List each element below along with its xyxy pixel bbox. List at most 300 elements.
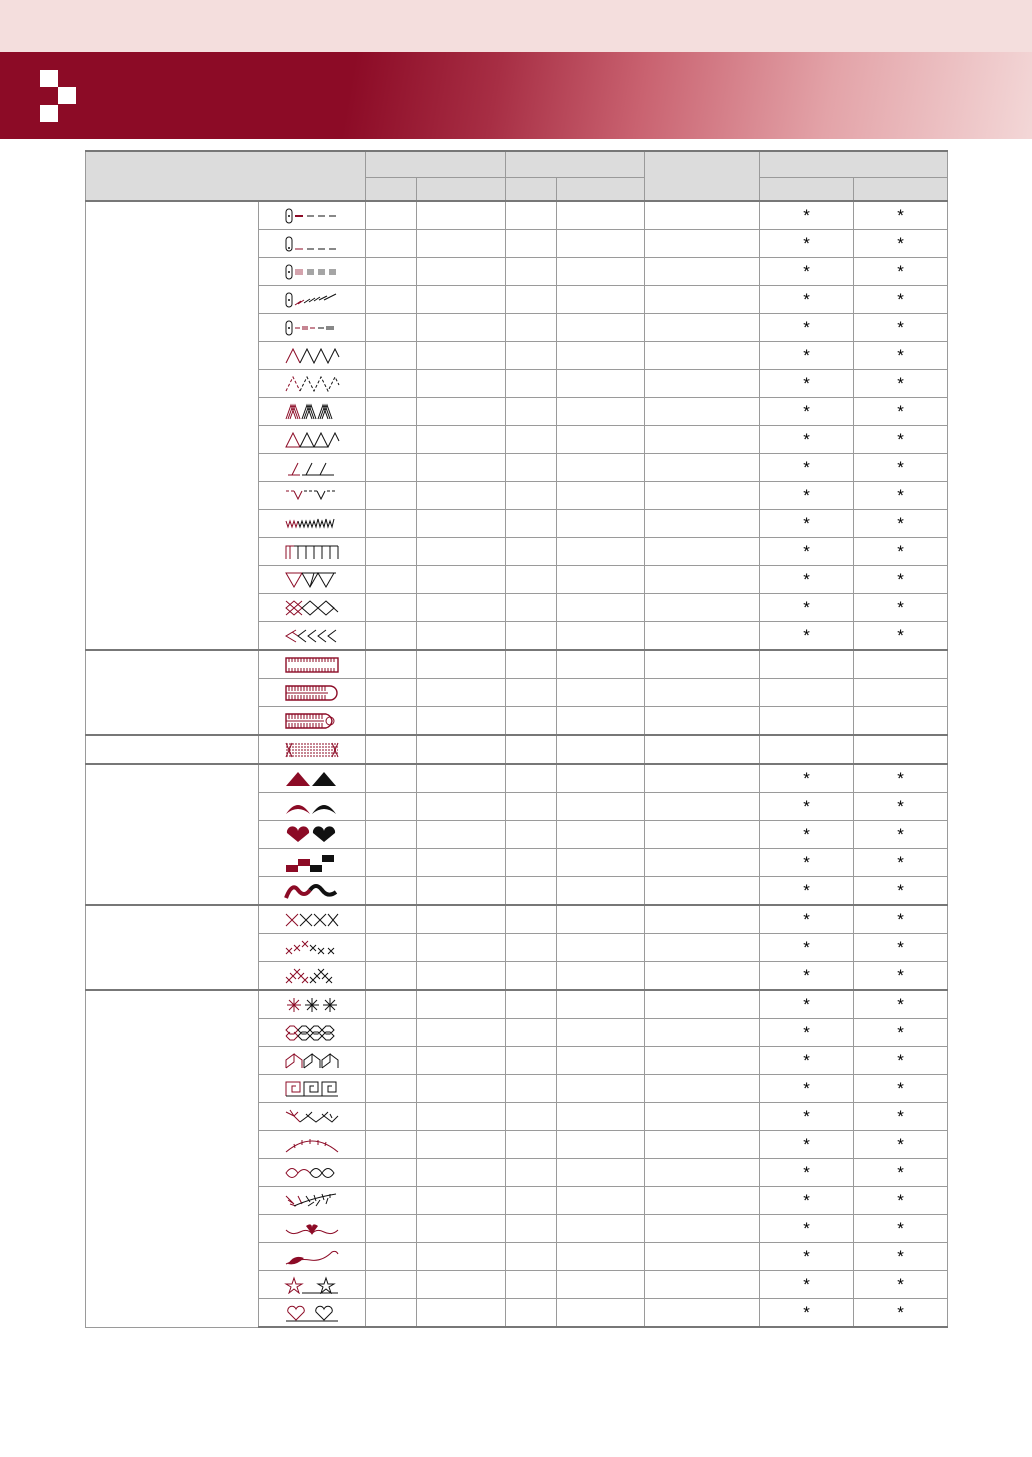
availability-mark: * [760, 201, 854, 230]
empty-cell [506, 258, 557, 286]
shell-tuck-stitch-icon [259, 510, 366, 538]
empty-cell [645, 1075, 760, 1103]
table-row [86, 990, 948, 1019]
empty-cell [417, 962, 506, 991]
availability-mark: * [760, 314, 854, 342]
empty-cell [506, 905, 557, 934]
empty-cell [645, 849, 760, 877]
availability-mark [854, 679, 948, 707]
availability-mark: * [760, 764, 854, 793]
availability-mark: * [760, 342, 854, 370]
availability-mark: * [760, 370, 854, 398]
empty-cell [366, 962, 417, 991]
availability-mark: * [854, 905, 948, 934]
empty-cell [506, 735, 557, 764]
availability-mark: * [760, 1159, 854, 1187]
empty-cell [506, 1271, 557, 1299]
empty-cell [366, 1243, 417, 1271]
empty-cell [417, 342, 506, 370]
availability-mark: * [760, 962, 854, 991]
empty-cell [366, 821, 417, 849]
empty-cell [557, 1159, 645, 1187]
availability-mark: * [760, 1243, 854, 1271]
empty-cell [417, 510, 506, 538]
availability-mark: * [854, 1299, 948, 1328]
empty-cell [366, 342, 417, 370]
availability-mark: * [760, 793, 854, 821]
empty-cell [645, 482, 760, 510]
empty-cell [417, 1299, 506, 1328]
availability-mark: * [854, 538, 948, 566]
greek-key-stitch-icon [259, 1075, 366, 1103]
availability-mark: * [854, 1075, 948, 1103]
empty-cell [557, 454, 645, 482]
empty-cell [506, 1299, 557, 1328]
empty-cell [557, 398, 645, 426]
triangle-overlock-stitch-icon [259, 566, 366, 594]
empty-cell [645, 398, 760, 426]
availability-mark: * [760, 1187, 854, 1215]
empty-cell [417, 1187, 506, 1215]
triple-zigzag-stitch-icon [259, 398, 366, 426]
empty-cell [645, 735, 760, 764]
availability-mark: * [760, 1075, 854, 1103]
empty-cell [366, 905, 417, 934]
empty-cell [417, 1159, 506, 1187]
empty-cell [417, 990, 506, 1019]
scallop-edge-stitch-icon [259, 1131, 366, 1159]
empty-cell [645, 962, 760, 991]
cross-stitch-mound-icon [259, 962, 366, 991]
availability-mark: * [854, 934, 948, 962]
empty-cell [506, 370, 557, 398]
empty-cell [506, 1047, 557, 1075]
availability-mark: * [760, 482, 854, 510]
empty-cell [506, 201, 557, 230]
empty-cell [506, 398, 557, 426]
empty-cell [506, 1215, 557, 1243]
empty-cell [366, 622, 417, 651]
empty-cell [366, 1271, 417, 1299]
availability-mark: * [854, 342, 948, 370]
empty-cell [506, 707, 557, 736]
empty-cell [366, 650, 417, 679]
availability-mark: * [854, 510, 948, 538]
empty-cell [417, 821, 506, 849]
availability-mark: * [854, 764, 948, 793]
satin-checker-stitch-icon [259, 849, 366, 877]
empty-cell [417, 230, 506, 258]
availability-mark: * [854, 286, 948, 314]
empty-cell [366, 679, 417, 707]
fern-stitch-icon [259, 1103, 366, 1131]
header-group-b [506, 151, 645, 178]
header-sub [506, 178, 557, 202]
availability-mark: * [760, 905, 854, 934]
empty-cell [506, 230, 557, 258]
empty-cell [417, 622, 506, 651]
empty-cell [645, 1019, 760, 1047]
closed-zigzag-stitch-icon [259, 426, 366, 454]
empty-cell [366, 1159, 417, 1187]
empty-cell [417, 1131, 506, 1159]
empty-cell [506, 342, 557, 370]
availability-mark: * [760, 1019, 854, 1047]
empty-cell [557, 230, 645, 258]
availability-mark: * [760, 934, 854, 962]
empty-cell [417, 1075, 506, 1103]
empty-cell [506, 793, 557, 821]
availability-mark: * [760, 258, 854, 286]
empty-cell [645, 1187, 760, 1215]
empty-cell [506, 1019, 557, 1047]
empty-cell [417, 1271, 506, 1299]
availability-mark: * [854, 426, 948, 454]
empty-cell [366, 1131, 417, 1159]
availability-mark: * [854, 201, 948, 230]
empty-cell [645, 1299, 760, 1328]
empty-cell [366, 1215, 417, 1243]
availability-mark: * [854, 566, 948, 594]
header-group-c [760, 151, 948, 178]
empty-cell [506, 1131, 557, 1159]
empty-cell [506, 454, 557, 482]
empty-cell [417, 538, 506, 566]
empty-cell [506, 764, 557, 793]
zigzag-stitch-icon [259, 342, 366, 370]
top-band [0, 0, 1032, 52]
empty-cell [417, 679, 506, 707]
empty-cell [557, 934, 645, 962]
stitch-category [86, 650, 259, 735]
availability-mark [760, 679, 854, 707]
empty-cell [366, 230, 417, 258]
availability-mark [854, 650, 948, 679]
straight-stitch-left-icon [259, 201, 366, 230]
empty-cell [366, 1075, 417, 1103]
empty-cell [417, 1103, 506, 1131]
honeycomb-stitch-icon [259, 1019, 366, 1047]
availability-mark: * [854, 622, 948, 651]
availability-mark: * [760, 990, 854, 1019]
table-row [86, 650, 948, 679]
empty-cell [506, 990, 557, 1019]
header-group-a [366, 151, 506, 178]
empty-cell [366, 594, 417, 622]
empty-cell [366, 510, 417, 538]
empty-cell [417, 1047, 506, 1075]
stitch-category [86, 764, 259, 905]
empty-cell [506, 849, 557, 877]
empty-cell [557, 201, 645, 230]
availability-mark: * [760, 1103, 854, 1131]
availability-mark: * [760, 398, 854, 426]
availability-mark: * [854, 454, 948, 482]
availability-mark: * [760, 622, 854, 651]
stitch-table [85, 150, 948, 1328]
empty-cell [645, 426, 760, 454]
availability-mark: * [760, 594, 854, 622]
empty-cell [557, 426, 645, 454]
availability-mark: * [854, 962, 948, 991]
empty-cell [417, 286, 506, 314]
availability-mark [760, 650, 854, 679]
stem-stitch-icon [259, 286, 366, 314]
empty-cell [557, 258, 645, 286]
header-sub [854, 178, 948, 202]
availability-mark: * [760, 877, 854, 906]
empty-cell [645, 538, 760, 566]
empty-cell [366, 849, 417, 877]
availability-mark: * [760, 1047, 854, 1075]
empty-cell [506, 566, 557, 594]
feather-chevron-stitch-icon [259, 622, 366, 651]
empty-cell [506, 934, 557, 962]
empty-cell [366, 398, 417, 426]
empty-cell [645, 1271, 760, 1299]
empty-cell [557, 594, 645, 622]
availability-mark: * [854, 1019, 948, 1047]
empty-cell [645, 1103, 760, 1131]
empty-cell [506, 821, 557, 849]
empty-cell [417, 594, 506, 622]
stitch-category [86, 990, 259, 1327]
availability-mark: * [854, 1187, 948, 1215]
empty-cell [557, 849, 645, 877]
empty-cell [557, 821, 645, 849]
bartack-icon [259, 735, 366, 764]
empty-cell [557, 1271, 645, 1299]
empty-cell [645, 1243, 760, 1271]
empty-cell [557, 793, 645, 821]
availability-mark: * [760, 230, 854, 258]
empty-cell [557, 877, 645, 906]
empty-cell [417, 905, 506, 934]
empty-cell [557, 735, 645, 764]
empty-cell [506, 1103, 557, 1131]
empty-cell [645, 1131, 760, 1159]
satin-wave-stitch-icon [259, 877, 366, 906]
empty-cell [557, 1047, 645, 1075]
empty-cell [506, 482, 557, 510]
empty-cell [417, 398, 506, 426]
empty-cell [366, 566, 417, 594]
satin-triangle-stitch-icon [259, 764, 366, 793]
empty-cell [366, 877, 417, 906]
empty-cell [645, 1047, 760, 1075]
empty-cell [557, 482, 645, 510]
availability-mark: * [760, 1215, 854, 1243]
square-buttonhole-icon [259, 650, 366, 679]
empty-cell [645, 679, 760, 707]
availability-mark: * [854, 1243, 948, 1271]
table-row [86, 905, 948, 934]
empty-cell [366, 426, 417, 454]
empty-cell [366, 286, 417, 314]
blind-hem-stitch-icon [259, 482, 366, 510]
availability-mark: * [854, 1271, 948, 1299]
availability-mark: * [854, 793, 948, 821]
availability-mark: * [854, 1047, 948, 1075]
availability-mark: * [760, 510, 854, 538]
empty-cell [645, 1159, 760, 1187]
round-end-buttonhole-icon [259, 679, 366, 707]
empty-cell [645, 201, 760, 230]
empty-cell [366, 201, 417, 230]
empty-cell [557, 764, 645, 793]
empty-cell [417, 426, 506, 454]
header-banner [0, 52, 1032, 139]
availability-mark: * [854, 1131, 948, 1159]
availability-mark: * [760, 538, 854, 566]
star-outline-stitch-icon [259, 1271, 366, 1299]
empty-cell [366, 990, 417, 1019]
triple-straight-stitch-icon [259, 258, 366, 286]
empty-cell [557, 342, 645, 370]
empty-cell [557, 1299, 645, 1328]
empty-cell [417, 314, 506, 342]
staggered-cross-stitch-icon [259, 934, 366, 962]
availability-mark: * [760, 1131, 854, 1159]
availability-mark: * [854, 990, 948, 1019]
header-sub [417, 178, 506, 202]
empty-cell [557, 1075, 645, 1103]
empty-cell [645, 764, 760, 793]
empty-cell [417, 566, 506, 594]
availability-mark: * [760, 1299, 854, 1328]
empty-cell [557, 566, 645, 594]
availability-mark: * [854, 370, 948, 398]
header-sub [366, 178, 417, 202]
availability-mark: * [854, 482, 948, 510]
empty-cell [366, 793, 417, 821]
empty-cell [506, 877, 557, 906]
empty-cell [366, 1187, 417, 1215]
empty-cell [417, 707, 506, 736]
empty-cell [417, 735, 506, 764]
empty-cell [366, 314, 417, 342]
header-sub [760, 178, 854, 202]
empty-cell [557, 370, 645, 398]
empty-cell [645, 990, 760, 1019]
empty-cell [366, 370, 417, 398]
empty-cell [645, 286, 760, 314]
empty-cell [557, 1187, 645, 1215]
availability-mark: * [854, 1159, 948, 1187]
empty-cell [417, 849, 506, 877]
availability-mark: * [854, 877, 948, 906]
empty-cell [506, 622, 557, 651]
keyhole-buttonhole-icon [259, 707, 366, 736]
empty-cell [557, 1103, 645, 1131]
empty-cell [557, 622, 645, 651]
empty-cell [366, 258, 417, 286]
empty-cell [506, 1159, 557, 1187]
availability-mark: * [760, 821, 854, 849]
empty-cell [417, 650, 506, 679]
dashed-zigzag-stitch-icon [259, 370, 366, 398]
availability-mark [854, 707, 948, 736]
star-burst-stitch-icon [259, 990, 366, 1019]
availability-mark: * [854, 314, 948, 342]
availability-mark: * [854, 230, 948, 258]
vine-leaf-stitch-icon [259, 1243, 366, 1271]
header-single [645, 151, 760, 201]
empty-cell [557, 286, 645, 314]
availability-mark [854, 735, 948, 764]
empty-cell [506, 1075, 557, 1103]
straight-stitch-center-icon [259, 230, 366, 258]
empty-cell [557, 1243, 645, 1271]
empty-cell [645, 454, 760, 482]
empty-cell [557, 990, 645, 1019]
empty-cell [417, 1019, 506, 1047]
availability-mark [760, 707, 854, 736]
empty-cell [645, 934, 760, 962]
availability-mark [760, 735, 854, 764]
empty-cell [645, 793, 760, 821]
empty-cell [366, 454, 417, 482]
empty-cell [506, 650, 557, 679]
empty-cell [557, 962, 645, 991]
empty-cell [557, 538, 645, 566]
empty-cell [366, 482, 417, 510]
empty-cell [366, 1047, 417, 1075]
empty-cell [506, 286, 557, 314]
empty-cell [506, 538, 557, 566]
empty-cell [417, 1243, 506, 1271]
slant-overlock-stitch-icon [259, 454, 366, 482]
empty-cell [645, 314, 760, 342]
empty-cell [417, 793, 506, 821]
stitch-category [86, 735, 259, 764]
satin-heart-stitch-icon [259, 821, 366, 849]
header-stitch [86, 151, 366, 201]
empty-cell [557, 1019, 645, 1047]
availability-mark: * [760, 454, 854, 482]
empty-cell [417, 1215, 506, 1243]
cross-stitch-icon [259, 905, 366, 934]
empty-cell [366, 934, 417, 962]
empty-cell [366, 538, 417, 566]
satin-arch-stitch-icon [259, 793, 366, 821]
empty-cell [506, 594, 557, 622]
decorative-straight-stitch-icon [259, 314, 366, 342]
availability-mark: * [760, 1271, 854, 1299]
empty-cell [417, 877, 506, 906]
arrowhead-stitch-icon [259, 1047, 366, 1075]
feather-stitch-icon [259, 1187, 366, 1215]
empty-cell [645, 905, 760, 934]
empty-cell [557, 707, 645, 736]
empty-cell [645, 342, 760, 370]
empty-cell [366, 1019, 417, 1047]
blanket-stitch-icon [259, 538, 366, 566]
availability-mark: * [854, 594, 948, 622]
table-row [86, 735, 948, 764]
empty-cell [645, 622, 760, 651]
availability-mark: * [854, 1215, 948, 1243]
table-row [86, 764, 948, 793]
empty-cell [506, 1187, 557, 1215]
empty-cell [417, 370, 506, 398]
empty-cell [366, 764, 417, 793]
availability-mark: * [760, 426, 854, 454]
empty-cell [557, 905, 645, 934]
empty-cell [366, 1299, 417, 1328]
empty-cell [506, 962, 557, 991]
availability-mark: * [760, 849, 854, 877]
